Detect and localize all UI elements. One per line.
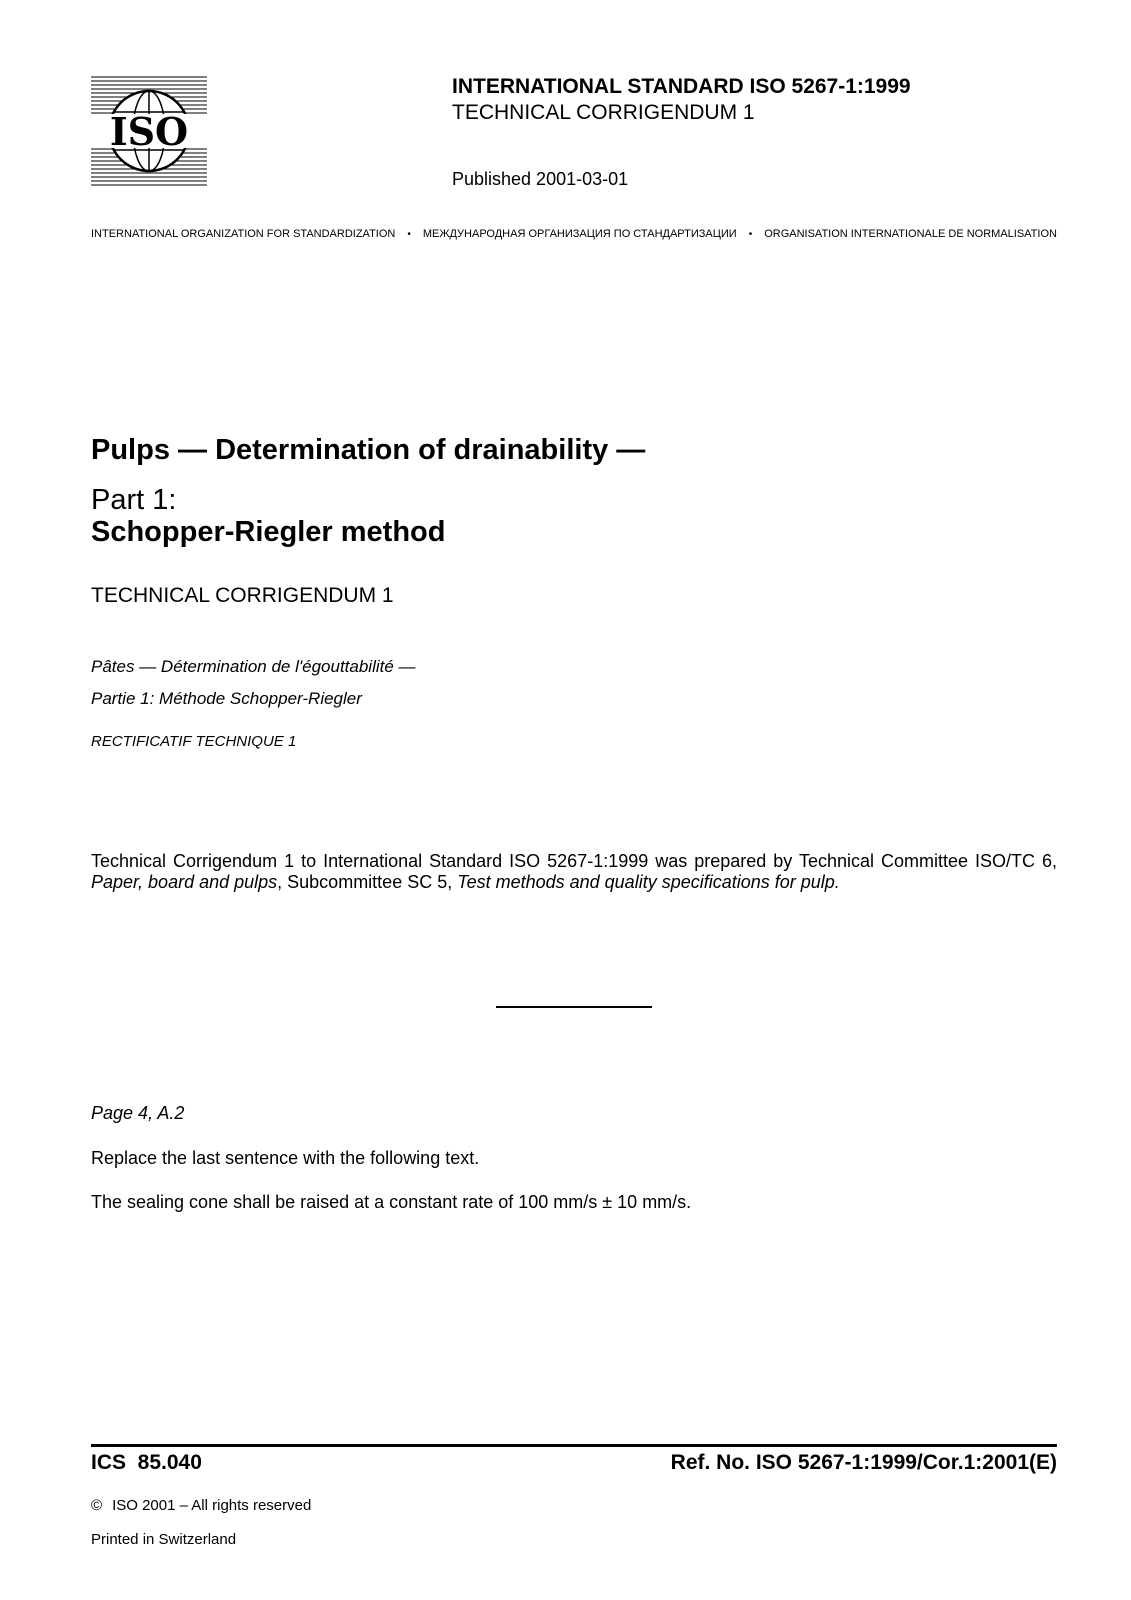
iso-logo bbox=[91, 76, 207, 186]
ics-code: ICS 85.040 bbox=[91, 1451, 202, 1474]
published-date: Published 2001-03-01 bbox=[452, 169, 629, 189]
copyright-symbol: © bbox=[91, 1497, 103, 1514]
bullet-separator: • bbox=[407, 228, 411, 240]
copyright-text: ISO 2001 – All rights reserved bbox=[112, 1497, 312, 1514]
committee-name: Paper, board and pulps bbox=[91, 872, 278, 892]
intro-text: Technical Corrigendum 1 to International Standard ISO 5267-1:1999 was prepared by Technical Committee ISO/TC 6, bbox=[91, 851, 1057, 871]
subcommittee-name: Test methods and quality specifications for pulp. bbox=[457, 872, 840, 892]
document-method: Schopper-Riegler method bbox=[91, 516, 446, 548]
org-name-en: INTERNATIONAL ORGANIZATION FOR STANDARDIZATION bbox=[91, 228, 396, 240]
standard-subtitle: TECHNICAL CORRIGENDUM 1 bbox=[452, 101, 755, 124]
section-divider bbox=[496, 1006, 652, 1008]
copyright-line bbox=[91, 1497, 311, 1514]
standard-title: INTERNATIONAL STANDARD ISO 5267-1:1999 bbox=[452, 75, 911, 98]
iso-logo-text: ISO bbox=[109, 109, 189, 154]
correction-location: Page 4, A.2 bbox=[91, 1103, 185, 1123]
footer-rule bbox=[91, 1444, 1057, 1447]
french-rectificatif: RECTIFICATIF TECHNIQUE 1 bbox=[91, 733, 297, 750]
corrigendum-label: TECHNICAL CORRIGENDUM 1 bbox=[91, 584, 394, 607]
french-title: Pâtes — Détermination de l'égouttabilité — bbox=[91, 657, 416, 676]
org-name-ru: МЕЖДУНАРОДНАЯ ОРГАНИЗАЦИЯ ПО СТАНДАРТИЗАЦИИ bbox=[422, 228, 737, 240]
document-part: Part 1: bbox=[91, 484, 177, 516]
intro-paragraph bbox=[91, 851, 1057, 893]
intro-text: , Subcommittee SC 5, bbox=[277, 872, 458, 892]
org-name-fr: ORGANISATION INTERNATIONALE DE NORMALISATION bbox=[764, 228, 1057, 240]
correction-text: The sealing cone shall be raised at a constant rate of 100 mm/s ± 10 mm/s. bbox=[91, 1192, 692, 1212]
reference-number: Ref. No. ISO 5267-1:1999/Cor.1:2001(E) bbox=[670, 1451, 1057, 1474]
document-title: Pulps — Determination of drainability — bbox=[91, 434, 646, 466]
printed-in: Printed in Switzerland bbox=[91, 1531, 237, 1548]
organization-line bbox=[91, 228, 1057, 240]
bullet-separator: • bbox=[748, 228, 753, 240]
correction-instruction: Replace the last sentence with the following text. bbox=[91, 1148, 480, 1168]
french-part: Partie 1: Méthode Schopper-Riegler bbox=[91, 689, 362, 708]
